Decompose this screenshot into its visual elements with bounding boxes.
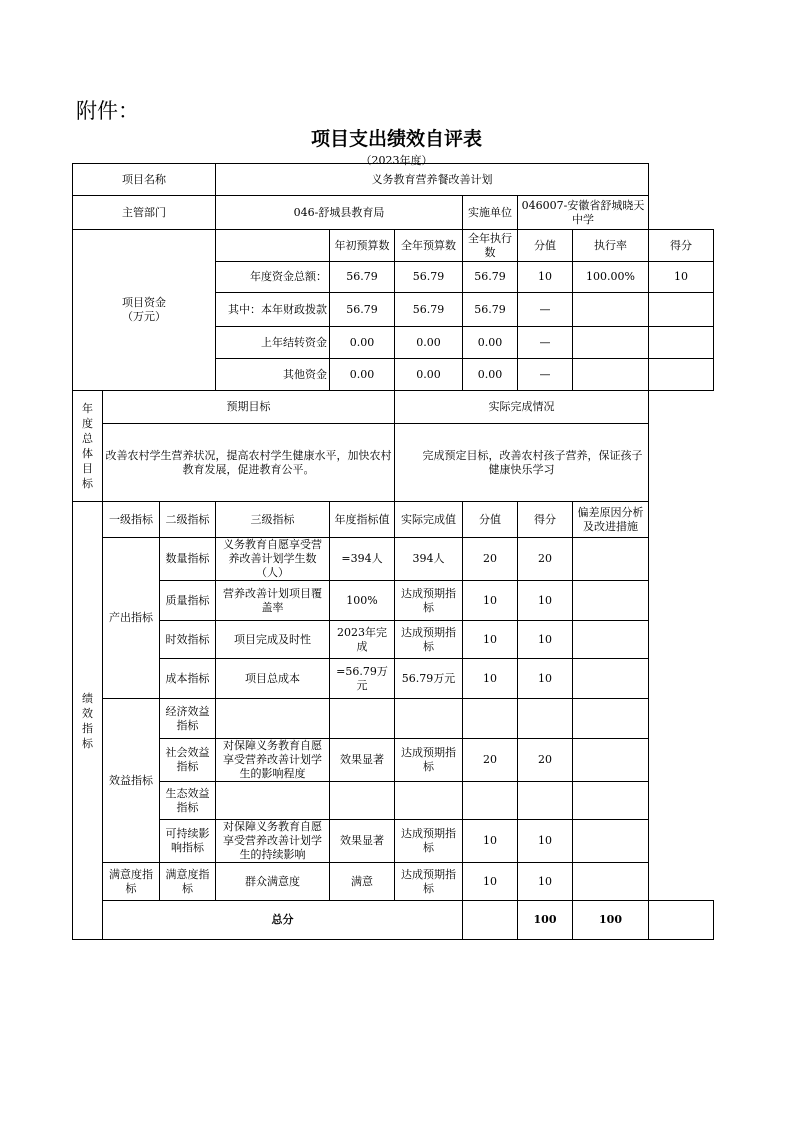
level3-indicator: 群众满意度 (216, 863, 330, 901)
deviation-note (573, 621, 649, 659)
funds-initial: 0.00 (330, 359, 395, 391)
funds-header: 全年预算数 (395, 230, 463, 262)
level3-indicator: 义务教育自愿享受营养改善计划学生数（人） (216, 538, 330, 581)
indicator-header: 三级指标 (216, 502, 330, 538)
table-row (73, 820, 714, 863)
score-value: 20 (463, 538, 518, 581)
funds-rate (573, 293, 649, 327)
annual-target: 2023年完成 (330, 621, 395, 659)
actual-value: 达成预期指标 (395, 820, 463, 863)
funds-initial: 0.00 (330, 327, 395, 359)
project-name: 义务教育营养餐改善计划 (216, 164, 649, 196)
table-row (73, 659, 714, 699)
score: 10 (518, 659, 573, 699)
annual-target: =56.79万元 (330, 659, 395, 699)
indicator-header: 得分 (518, 502, 573, 538)
annual-target: 满意 (330, 863, 395, 901)
benefit-indicator-group: 效益指标 (103, 699, 160, 863)
table-row (73, 699, 714, 739)
funds-score-value: — (518, 293, 573, 327)
deviation-note (573, 581, 649, 621)
indicator-header: 分值 (463, 502, 518, 538)
attachment-label: 附件： (76, 99, 139, 123)
annual-goal-label-text: 年度总体目标 (82, 402, 93, 490)
score: 20 (518, 538, 573, 581)
table-row (73, 581, 714, 621)
score-value (463, 699, 518, 739)
score-value: 10 (463, 621, 518, 659)
level3-indicator (216, 782, 330, 820)
expected-goal-text: 改善农村学生营养状况，提高农村学生健康水平，加快农村教育发展，促进教育公平。 (103, 424, 395, 502)
score: 10 (518, 863, 573, 901)
annual-target (330, 782, 395, 820)
total-value: 100 (518, 901, 573, 940)
total-note (649, 901, 714, 940)
funds-label-text: 项目资金 （万元） (122, 296, 166, 323)
table-row (73, 739, 714, 782)
deviation-note (573, 538, 649, 581)
deviation-note (573, 699, 649, 739)
actual-value: 达成预期指标 (395, 739, 463, 782)
level3-indicator: 营养改善计划项目覆盖率 (216, 581, 330, 621)
annual-goal-label (73, 391, 103, 502)
actual-value: 56.79万元 (395, 659, 463, 699)
annual-target: 效果显著 (330, 739, 395, 782)
indicator-header: 偏差原因分析及改进措施 (573, 502, 649, 538)
funds-score (649, 359, 714, 391)
annual-target: =394人 (330, 538, 395, 581)
level2-indicator: 质量指标 (160, 581, 216, 621)
score-value: 10 (463, 863, 518, 901)
total-row (73, 901, 714, 940)
level2-indicator: 满意度指标 (160, 863, 216, 901)
actual-completion-text: 完成预定目标，改善农村孩子营养，保证孩子健康快乐学习 (395, 424, 649, 502)
total-label: 总分 (103, 901, 463, 940)
funds-executed: 56.79 (463, 293, 518, 327)
funds-initial: 56.79 (330, 293, 395, 327)
level3-indicator: 对保障义务教育自愿享受营养改善计划学生的影响程度 (216, 739, 330, 782)
funds-full: 56.79 (395, 262, 463, 293)
level2-indicator: 社会效益指标 (160, 739, 216, 782)
funds-label (73, 230, 216, 391)
score-value: 10 (463, 581, 518, 621)
deviation-note (573, 659, 649, 699)
page-title: 项目支出绩效自评表 (310, 128, 482, 150)
score-value: 10 (463, 659, 518, 699)
funds-score: 10 (649, 262, 714, 293)
table-row (73, 621, 714, 659)
satisfaction-indicator-group: 满意度指标 (103, 863, 160, 901)
deviation-note (573, 863, 649, 901)
indicator-header: 二级指标 (160, 502, 216, 538)
self-evaluation-table (72, 163, 714, 940)
funds-header: 分值 (518, 230, 573, 262)
funds-rate: 100.00% (573, 262, 649, 293)
level3-indicator: 项目总成本 (216, 659, 330, 699)
actual-value (395, 782, 463, 820)
deviation-note (573, 739, 649, 782)
funds-score-value: 10 (518, 262, 573, 293)
table-row (73, 782, 714, 820)
funds-rate (573, 359, 649, 391)
actual-value (395, 699, 463, 739)
funds-full: 0.00 (395, 359, 463, 391)
level2-indicator: 成本指标 (160, 659, 216, 699)
funds-full: 0.00 (395, 327, 463, 359)
actual-value: 394人 (395, 538, 463, 581)
score: 10 (518, 621, 573, 659)
funds-rate (573, 327, 649, 359)
output-indicator-group: 产出指标 (103, 538, 160, 699)
funds-full: 56.79 (395, 293, 463, 327)
total-blank (463, 901, 518, 940)
score (518, 782, 573, 820)
indicator-header: 一级指标 (103, 502, 160, 538)
annual-target (330, 699, 395, 739)
funds-header: 年初预算数 (330, 230, 395, 262)
year-subtitle: （2023年度） (360, 154, 433, 167)
actual-value: 达成预期指标 (395, 621, 463, 659)
deviation-note (573, 782, 649, 820)
funds-executed: 0.00 (463, 327, 518, 359)
impl-label: 实施单位 (463, 196, 518, 230)
funds-score-value: — (518, 359, 573, 391)
table-row (73, 538, 714, 581)
score-value: 20 (463, 739, 518, 782)
funds-executed: 0.00 (463, 359, 518, 391)
project-name-label: 项目名称 (73, 164, 216, 196)
score-value: 10 (463, 820, 518, 863)
funds-header: 得分 (649, 230, 714, 262)
funds-row-label: 上年结转资金 (216, 327, 330, 359)
dept-value: 046-舒城县教育局 (216, 196, 463, 230)
level3-indicator: 对保障义务教育自愿享受营养改善计划学生的持续影响 (216, 820, 330, 863)
funds-initial: 56.79 (330, 262, 395, 293)
actual-completion-header: 实际完成情况 (395, 391, 649, 424)
actual-value: 达成预期指标 (395, 863, 463, 901)
level3-indicator (216, 699, 330, 739)
score: 20 (518, 739, 573, 782)
funds-score (649, 327, 714, 359)
level2-indicator: 可持续影响指标 (160, 820, 216, 863)
actual-value: 达成预期指标 (395, 581, 463, 621)
score: 10 (518, 581, 573, 621)
dept-label: 主管部门 (73, 196, 216, 230)
score (518, 699, 573, 739)
annual-target: 100% (330, 581, 395, 621)
funds-executed: 56.79 (463, 262, 518, 293)
funds-row-label: 其他资金 (216, 359, 330, 391)
funds-header: 全年执行数 (463, 230, 518, 262)
indicator-header: 实际完成值 (395, 502, 463, 538)
level2-indicator: 经济效益指标 (160, 699, 216, 739)
score-value (463, 782, 518, 820)
indicator-header: 年度指标值 (330, 502, 395, 538)
funds-score-value: — (518, 327, 573, 359)
funds-header: 执行率 (573, 230, 649, 262)
total-score: 100 (573, 901, 649, 940)
table-row (73, 863, 714, 901)
annual-target: 效果显著 (330, 820, 395, 863)
performance-indicator-label-text: 绩效指标 (82, 691, 93, 750)
score: 10 (518, 820, 573, 863)
funds-header-blank (216, 230, 330, 262)
performance-indicator-label (73, 502, 103, 940)
level2-indicator: 时效指标 (160, 621, 216, 659)
level2-indicator: 生态效益指标 (160, 782, 216, 820)
funds-row-label: 其中：本年财政拨款 (216, 293, 330, 327)
level2-indicator: 数量指标 (160, 538, 216, 581)
funds-row-label: 年度资金总额： (216, 262, 330, 293)
deviation-note (573, 820, 649, 863)
level3-indicator: 项目完成及时性 (216, 621, 330, 659)
funds-score (649, 293, 714, 327)
impl-value: 046007-安徽省舒城晓天中学 (518, 196, 649, 230)
expected-goal-header: 预期目标 (103, 391, 395, 424)
